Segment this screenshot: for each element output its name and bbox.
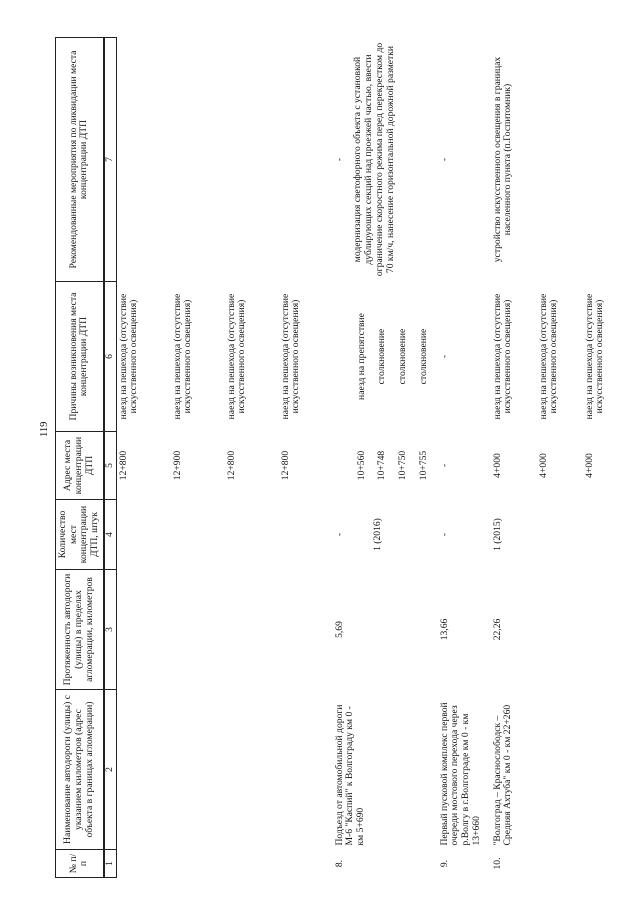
col-number: 6 <box>104 282 116 432</box>
dtp-count-value: 1 (2016) <box>372 518 384 551</box>
col-number: 2 <box>104 690 116 850</box>
continuation-causes <box>116 282 327 432</box>
address-cell: 12+800 <box>279 450 291 481</box>
table-row <box>432 38 485 878</box>
dtp-count: 1 (2015) <box>491 518 503 551</box>
table-row <box>327 38 432 878</box>
cause-cell: наезд на пешехода (отсутствие искусственного освещения) <box>537 293 560 420</box>
address-cell: 10+755 <box>417 450 429 481</box>
dtp-causes: - <box>438 354 450 359</box>
row-number: 8. <box>333 859 345 868</box>
row-number: 10. <box>491 857 503 870</box>
continuation-row <box>116 38 327 878</box>
dtp-causes <box>485 282 608 432</box>
header-road-name: Наименование автодороги (улицы) с указанием километров (адрес объекта в границах агломерации) <box>56 690 104 850</box>
address-cell: 4+000 <box>583 453 595 478</box>
address-cell <box>335 436 347 496</box>
road-name: Первый пусковой комплекс первой очереди мостового перехода через р.Волгу в г.Волгограде км 0 - км 13+660 <box>438 702 482 846</box>
column-numbers-row <box>104 38 116 878</box>
row-number: 9. <box>438 859 450 868</box>
header-measures: Рекомендованные мероприятия по ликвидации места концентрации ДТП <box>56 38 104 282</box>
dtp-addresses: - <box>438 463 450 468</box>
address-cell: 10+748 <box>376 450 388 481</box>
road-length: 22,26 <box>491 618 503 641</box>
cause-cell: наезд на препятствие <box>355 313 367 400</box>
cause-cell: столкновение <box>417 328 429 385</box>
address-cell: 10+750 <box>397 450 409 481</box>
address-cell: 4+000 <box>537 453 549 478</box>
cause-cell: столкновение <box>376 328 388 385</box>
road-name: "Волгоград – Краснослободск – Средняя Ахтуба" км 0 - км 22+260 <box>491 704 514 846</box>
cause-cell: наезд на пешехода (отсутствие искусственного освещения) <box>225 293 248 420</box>
header-num: № п/п <box>56 850 104 878</box>
dtp-count: - <box>438 532 450 537</box>
table-row <box>485 38 608 878</box>
col-number: 4 <box>104 500 116 570</box>
header-count: Количество мест концентрации ДТП, штук <box>56 500 104 570</box>
measures: устройство искусственного освещения в границах населенного пункта (п.Госпитомник) <box>491 56 514 263</box>
col-number: 3 <box>104 570 116 690</box>
cause-cell: наезд на пешехода (отсутствие искусственного освещения) <box>171 293 194 420</box>
header-cause: Причины возникновения места концентрации ДТП <box>56 282 104 432</box>
rotated-page <box>55 38 640 878</box>
col-number: 7 <box>104 38 116 282</box>
cause-cell <box>335 286 347 428</box>
measures-extra: - <box>333 157 345 162</box>
col-number: 1 <box>104 850 116 878</box>
dtp-addresses <box>327 432 432 500</box>
address-cell: 10+560 <box>355 450 367 481</box>
header-address: Адрес места концентрации ДТП <box>56 432 104 500</box>
col-number: 5 <box>104 432 116 500</box>
header-length: Протяженность автодороги (улицы) в пределах агломерации, километров <box>56 570 104 690</box>
address-cell: 4+000 <box>491 453 503 478</box>
measures <box>327 38 432 282</box>
dtp-table <box>55 37 608 878</box>
cause-cell: наезд на пешехода (отсутствие искусственного освещения) <box>117 293 140 420</box>
cause-cell: наезд на пешехода (отсутствие искусственного освещения) <box>583 293 606 420</box>
dtp-count-extra: - <box>333 532 345 537</box>
continuation-addresses <box>116 432 327 500</box>
header-row <box>56 38 104 878</box>
measures-value: модернизация светофорного объекта с установкой дублирующих секций над проезжей частью, ввести ограничение скоростного режима перед перекрестком до 70 км/ч, нанесение горизонтальной дорожной разметки <box>352 42 396 277</box>
address-cell: 12+800 <box>225 450 237 481</box>
dtp-addresses <box>485 432 608 500</box>
cause-cell: наезд на пешехода (отсутствие искусственного освещения) <box>491 293 514 420</box>
measures: - <box>438 157 450 162</box>
page-number: 119 <box>39 421 50 437</box>
address-cell: 12+800 <box>117 450 129 481</box>
road-length: 13,66 <box>438 618 450 641</box>
address-cell: 12+900 <box>171 450 183 481</box>
cause-cell: наезд на пешехода (отсутствие искусственного освещения) <box>279 293 302 420</box>
road-length: 5,69 <box>333 621 345 638</box>
dtp-causes <box>327 282 432 432</box>
cause-cell: столкновение <box>397 328 409 385</box>
dtp-count <box>327 500 432 570</box>
road-name: Подъезд от автомобильной дороги М-6 "Каспий" к Волгограду км 0 - км 5+690 <box>333 704 367 846</box>
